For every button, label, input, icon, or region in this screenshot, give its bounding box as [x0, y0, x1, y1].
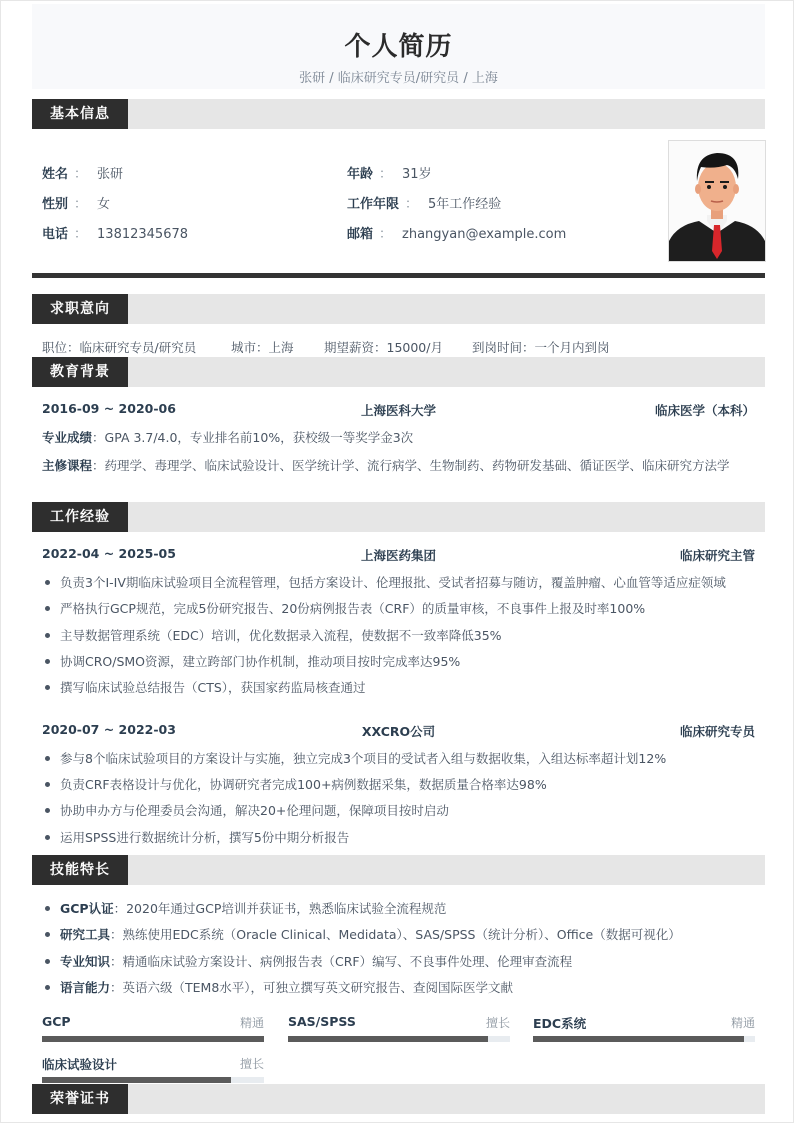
- progress-track: [533, 1036, 755, 1042]
- education-row: [42, 401, 755, 416]
- section-header-work: [32, 502, 765, 532]
- section-tag: 荣誉证书: [32, 1084, 128, 1114]
- info-age: 年龄 ： 31岁: [347, 167, 432, 182]
- work-company: XXCRO公司: [361, 724, 436, 739]
- divider: [32, 273, 765, 278]
- page-subtitle: 张研 / 临床研究专员/研究员 / 上海: [299, 71, 498, 86]
- progress-fill: [42, 1077, 231, 1083]
- bullet-icon: [45, 580, 50, 585]
- avatar: [668, 140, 766, 262]
- page-title: 个人简历: [344, 32, 453, 62]
- bullet-icon: [45, 685, 50, 690]
- skill-item: 专业知识：精通临床试验方案设计、病例报告表（CRF）编写、不良事件处理、伦理审查流程: [42, 952, 572, 970]
- label: 年龄: [347, 167, 374, 182]
- work-role: 临床研究专员: [679, 724, 755, 739]
- section-header-basic: [32, 99, 765, 129]
- section-tag: 基本信息: [32, 99, 128, 129]
- intent-availability: 到岗时间：一个月内到岗: [472, 340, 610, 355]
- edu-school: 上海医科大学: [360, 403, 436, 418]
- value: 13812345678: [97, 227, 189, 242]
- skill-item: 研究工具：熟练使用EDC系统（Oracle Clinical、Medidata）、SAS/SPSS（统计分析）、Office（数据可视化）: [42, 925, 681, 943]
- bullet-icon: [45, 932, 50, 937]
- section-header-education: [32, 357, 765, 387]
- value: 5年工作经验: [428, 197, 502, 212]
- intent-salary: 期望薪资：15000/月: [324, 340, 443, 355]
- bullet-icon: [45, 782, 50, 787]
- bullet-icon: [45, 606, 50, 611]
- list-item: 参与8个临床试验项目的方案设计与实施，独立完成3个项目的受试者入组与数据收集，入组达标率超计划12%: [42, 749, 666, 767]
- work-role: 临床研究主管: [679, 548, 755, 563]
- label: 姓名: [42, 167, 69, 182]
- progress-fill: [288, 1036, 488, 1042]
- section-header-intent: [32, 294, 765, 324]
- label: 邮箱: [347, 227, 374, 242]
- section-tag: 教育背景: [32, 357, 128, 387]
- work-period: 2020-07 ~ 2022-03: [42, 722, 176, 737]
- section-header-honors: [32, 1084, 765, 1114]
- list-item: 协助申办方与伦理委员会沟通，解决20+伦理问题，保障项目按时启动: [42, 801, 449, 819]
- progress-track: [42, 1036, 264, 1042]
- progress-fill: [533, 1036, 744, 1042]
- bullet-icon: [45, 808, 50, 813]
- value: 女: [97, 197, 111, 212]
- info-years: 工作年限 ： 5年工作经验: [347, 197, 502, 212]
- portrait-icon: [669, 141, 765, 261]
- list-item: 撰写临床试验总结报告（CTS），获国家药监局核查通过: [42, 678, 366, 696]
- info-gender: 性别 ： 女: [42, 197, 111, 212]
- list-item: 负责CRF表格设计与优化，协调研究者完成100+病例数据采集，数据质量合格率达98%: [42, 775, 547, 793]
- edu-grades: 专业成绩：GPA 3.7/4.0，专业排名前10%，获校级一等奖学金3次: [42, 430, 414, 445]
- value: 张研: [97, 167, 124, 182]
- progress-fill: [42, 1036, 264, 1042]
- section-header-skills: [32, 855, 765, 885]
- progress-track: [42, 1077, 264, 1083]
- list-item: 运用SPSS进行数据统计分析，撰写5份中期分析报告: [42, 828, 349, 846]
- bullet-icon: [45, 756, 50, 761]
- edu-courses: 主修课程：药理学、毒理学、临床试验设计、医学统计学、流行病学、生物制药、药物研发基础、循证医学、临床研究方法学: [42, 458, 730, 473]
- edu-period: 2016-09 ~ 2020-06: [42, 401, 176, 416]
- work-company: 上海医药集团: [360, 548, 436, 563]
- bullet-icon: [45, 835, 50, 840]
- list-item: 主导数据管理系统（EDC）培训，优化数据录入流程，使数据不一致率降低35%: [42, 626, 502, 644]
- section-tag: 技能特长: [32, 855, 128, 885]
- section-tag: 工作经验: [32, 502, 128, 532]
- intent-position: 职位：临床研究专员/研究员: [42, 340, 197, 355]
- skill-item: 语言能力：英语六级（TEM8水平），可独立撰写英文研究报告、查阅国际医学文献: [42, 978, 513, 996]
- info-phone: 电话 ： 13812345678: [42, 227, 189, 242]
- intent-city: 城市：上海: [231, 340, 294, 355]
- work-row: [42, 722, 755, 737]
- bullet-icon: [45, 985, 50, 990]
- section-tag: 求职意向: [32, 294, 128, 324]
- list-item: 负责3个I-IV期临床试验项目全流程管理，包括方案设计、伦理报批、受试者招募与随访，覆盖肿瘤、心血管等适应症领域: [42, 573, 726, 591]
- list-item: 严格执行GCP规范，完成5份研究报告、20份病例报告表（CRF）的质量审核，不良事件上报及时率100%: [42, 599, 645, 617]
- info-name: 姓名 ： 张研: [42, 167, 124, 182]
- bullet-icon: [45, 959, 50, 964]
- value: 31岁: [402, 167, 432, 182]
- bullet-icon: [45, 659, 50, 664]
- label: 性别: [42, 197, 69, 212]
- work-row: [42, 546, 755, 561]
- work-period: 2022-04 ~ 2025-05: [42, 546, 176, 561]
- edu-major: 临床医学（本科）: [654, 403, 755, 418]
- bullet-icon: [45, 633, 50, 638]
- progress-track: [288, 1036, 510, 1042]
- info-email: 邮箱 ： zhangyan@example.com: [347, 227, 567, 242]
- label: 工作年限: [347, 197, 400, 212]
- header: [32, 4, 765, 89]
- value: zhangyan@example.com: [402, 227, 567, 242]
- list-item: 协调CRO/SMO资源，建立跨部门协作机制，推动项目按时完成率达95%: [42, 652, 460, 670]
- skill-item: GCP认证：2020年通过GCP培训并获证书，熟悉临床试验全流程规范: [42, 899, 446, 917]
- bullet-icon: [45, 906, 50, 911]
- label: 电话: [42, 227, 69, 242]
- resume-page: 个人简历 张研 / 临床研究专员/研究员 / 上海 基本信息 姓名 ： 张研 性别 ： 女 电话 ： 13812345678 年龄 ： 31岁 工作年限 ： 5年工作经验 邮箱 ： zhangyan@example.com 求职意向 职位：临床研究专员/研究员 城市：上海 期望薪资：15000/月 到岗时间：一个月内到岗 教育背景 2016-09 ~ 2020-06 上海医科大学 临床医学（本科） 专业成绩：GPA 3.7/4.0，专业排名前10%，获校级一等奖学金3次 主修课程：药理学、毒理学、临床试验设计、医学统计学、流行病学、生物制药、药物研发基础、循证医学、临床研究方法学 工作经验 2022-04 ~ 2025-05 上海医药集团 临床研究主管 负责3个I-IV期临床试验项目全流程管理，包括方案设计、伦理报批、受试者招募与随访，覆盖肿瘤、心血管等适应症领域 严格执行GCP规范，完成5份研究报告、20份病例报告表（CRF）的质量审核，不良事件上报及时率100% 主导数据管理系统（EDC）培训，优化数据录入流程，使数据不一致率降低35% 协调CRO/SMO资源，建立跨部门协作机制，推动项目按时完成率达95% 撰写临床试验总结报告（CTS），获国家药监局核查通过 2020-07 ~ 2022-03 XXCRO公司 临床研究专员 参与8个临床试验项目的方案设计与实施，独立完成3个项目的受试者入组与数据收集，入组达标率超计划12% 负责CRF表格设计与优化，协调研究者完成100+病例数据采集，数据质量合格率达98% 协助申办方与伦理委员会沟通，解决20+伦理问题，保障项目按时启动 运用SPSS进行数据统计分析，撰写5份中期分析报告 技能特长 GCP认证：2020年通过GCP培训并获证书，熟悉临床试验全流程规范 研究工具：熟练使用EDC系统（Oracle Clinical、Medidata）、SAS/SPSS（统计分析）、Office（数据可视化） 专业知识：精通临床试验方案设计、病例报告表（CRF）编写、不良事件处理、伦理审查流程 语言能力：英语六级（TEM8水平），可独立撰写英文研究报告、查阅国际医学文献 GCP 精通 SAS/SPSS 擅长 EDC系统 精通 临床试验设计 擅长 荣誉证书: [0, 0, 794, 1123]
